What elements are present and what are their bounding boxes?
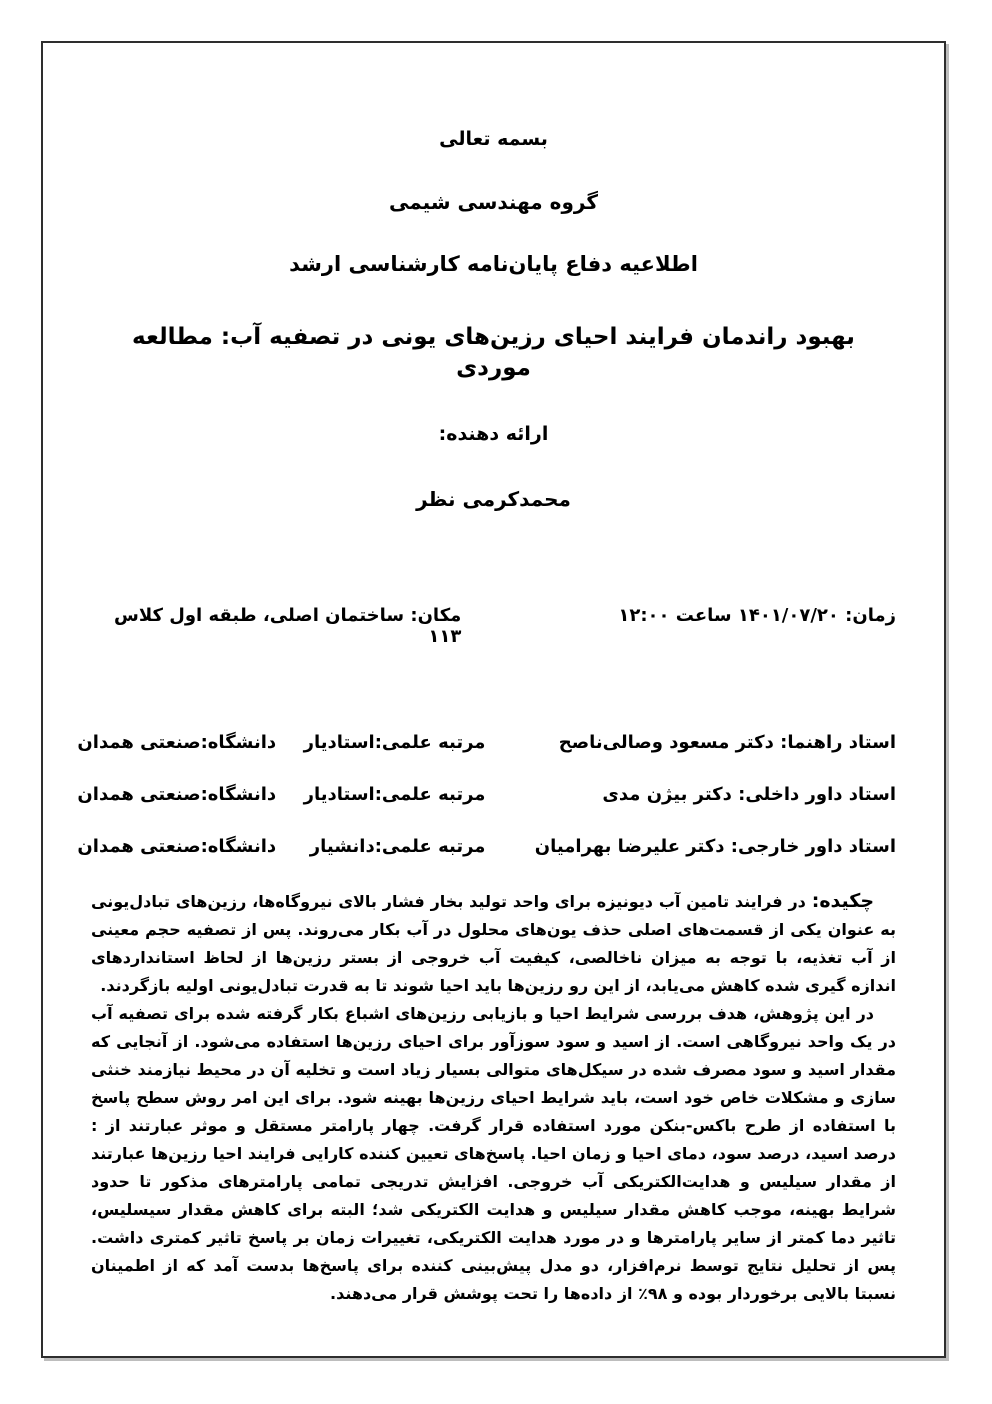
committee-row-supervisor <box>77 731 896 755</box>
defense-announcement-heading: اطلاعیه دفاع پایان‌نامه کارشناسی ارشد <box>289 251 698 276</box>
external-examiner-rank: مرتبه علمی:دانشیار <box>309 835 486 857</box>
department-line: گروه مهندسی شیمی <box>389 189 598 214</box>
external-examiner-university: دانشگاه:صنعتی همدان <box>77 835 277 857</box>
internal-examiner-rank: مرتبه علمی:استادیار <box>303 783 486 805</box>
supervisor-university: دانشگاه:صنعتی همدان <box>77 731 277 753</box>
committee-row-internal-examiner <box>77 783 896 807</box>
page-border-frame <box>41 41 946 1358</box>
time-location-row <box>91 605 896 647</box>
committee-row-external-examiner <box>77 835 896 859</box>
abstract-paragraph-1-text: در فرایند تامین آب دیونیزه برای واحد تولید بخار فشار بالای نیروگاه‌ها، رزین‌های تبادل‌یونی به عنوان یکی از قسمت‌های اصلی حذف یون‌های محلول در آب بکار می‌روند. پس از تصفیه حجم معینی از آب تغذیه، با توجه به میزان ناخالصی، کیفیت آب خروجی از بستر رزین‌ها از لحاظ استانداردهای اندازه گیری شده کاهش می‌یابد، از این رو رزین‌ها باید احیا شوند تا به قدرت تبادل‌یونی اولیه بازگردند. <box>91 891 896 995</box>
defense-time: زمان: ۱۴۰۱/۰۷/۲۰ ساعت ۱۲:۰۰ <box>618 604 896 626</box>
supervisor-rank: مرتبه علمی:استادیار <box>303 731 486 753</box>
presenter-name: محمدکرمی نظر <box>416 486 571 511</box>
committee-section <box>77 731 896 859</box>
abstract-paragraph-2 <box>91 1000 896 1308</box>
internal-examiner-name: استاد داور داخلی: دکتر بیژن مدی <box>602 783 896 805</box>
supervisor-name: استاد راهنما: دکتر مسعود وصالی‌ناصح <box>558 731 896 753</box>
abstract-paragraph-2-text: در این پژوهش، هدف بررسی شرایط احیا و بازیابی رزین‌های اشباع بکار گرفته شده برای تصفیه آب در یک واحد نیروگاهی است. از اسید و سود سوزآور برای احیای رزین‌ها استفاده می‌شود. از آنجایی که مقدار اسید و سود مصرف شده در سیکل‌های متوالی بسیار زیاد است و تخلیه آن در محیط نیازمند خنثی سازی و مشکلات خاص خود است، باید شرایط احیای رزین‌ها بهینه شود. برای این امر روش سطح پاسخ با استفاده از طرح باکس-بنکن مورد استفاده قرار گرفت. چهار پارامتر مستقل و موثر عبارتند از : درصد اسید، درصد سود، دمای احیا و زمان احیا. پاسخ‌های تعیین کننده کارایی فرایند احیا رزین‌ها عبارتند از مقدار سیلیس و هدایت‌الکتریکی آب خروجی. افزایش تدریجی تمامی پارامترهای مذکور تا حدود شرایط بهینه، موجب کاهش مقدار سیلیس و هدایت الکتریکی شد؛ البته برای کاهش مقدار سیسلیس، تاثیر دما کمتر از سایر پارامترها و در مورد هدایت الکتریکی، تغییرات زمان بر پاسخ تاثیر کمتری داشت. پس از تحلیل نتایج توسط نرم‌افزار، دو مدل پیش‌بینی کننده برای پاسخ‌ها بدست آمد که از اطمینان نسبتا بالایی برخوردار بوده و ۹۸٪ از داده‌ها را تحت پوشش قرار می‌دهند. <box>91 1003 896 1303</box>
document-content <box>43 43 944 1308</box>
abstract-paragraph-1 <box>91 887 896 1000</box>
abstract-section <box>91 887 896 1308</box>
internal-examiner-university: دانشگاه:صنعتی همدان <box>77 783 277 805</box>
abstract-label: چکیده: <box>811 889 875 912</box>
defense-location: مکان: ساختمان اصلی، طبقه اول کلاس ۱۱۳ <box>113 604 462 647</box>
thesis-title: بهبود راندمان فرایند احیای رزین‌های یونی در تصفیه آب: مطالعه موردی <box>132 323 855 382</box>
external-examiner-name: استاد داور خارجی: دکتر علیرضا بهرامیان <box>534 835 896 857</box>
presenter-label: ارائه دهنده: <box>438 423 549 446</box>
bismillah-line: بسمه تعالی <box>439 128 548 150</box>
